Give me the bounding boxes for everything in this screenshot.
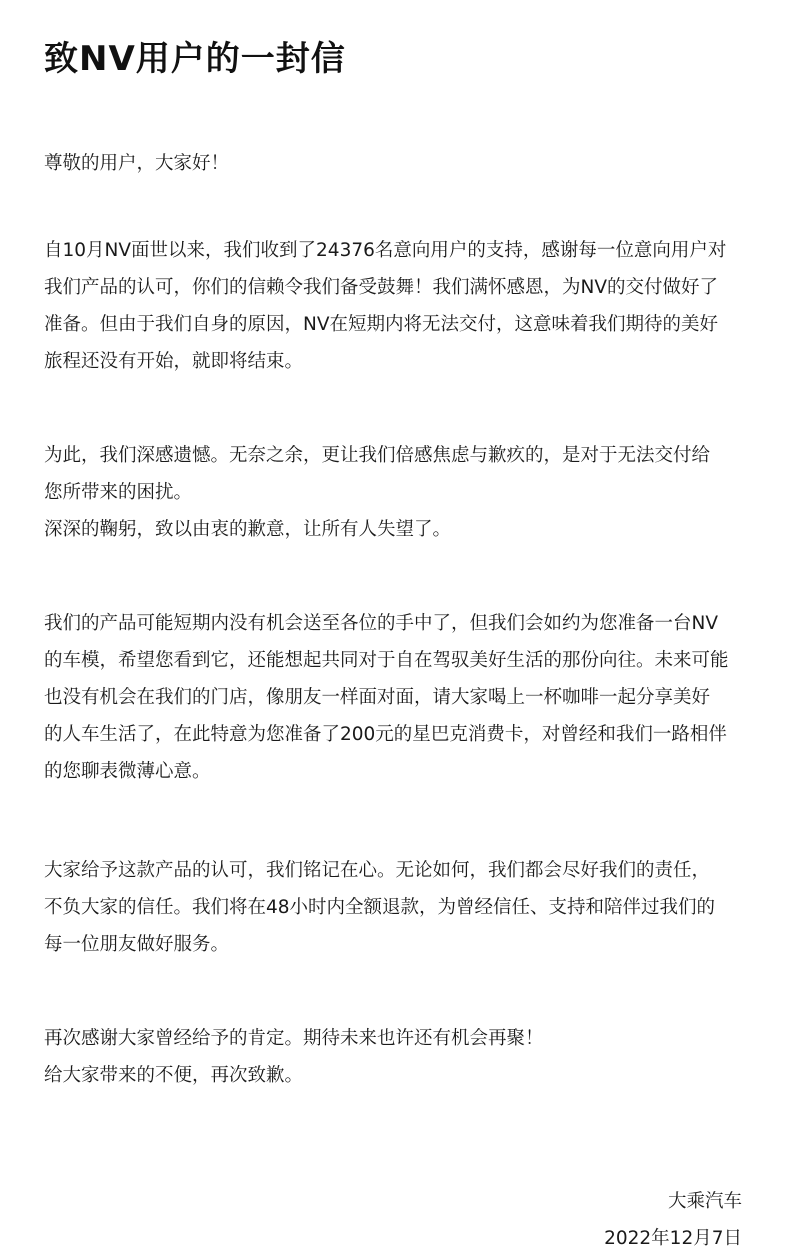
paragraph-3-line-5: 的您聊表微薄心意。 <box>44 761 211 782</box>
paragraph-2 <box>44 437 760 548</box>
letter-title: 致NV用户的一封信 <box>44 39 346 79</box>
paragraph-1-line-2: 我们产品的认可，你们的信赖令我们备受鼓舞！我们满怀感恩，为NV的交付做好了 <box>44 277 718 298</box>
paragraph-3-line-2: 的车模，希望您看到它，还能想起共同对于自在驾驭美好生活的那份向往。未来可能 <box>44 650 729 671</box>
paragraph-5-line-2: 给大家带来的不便，再次致歉。 <box>44 1065 304 1086</box>
greeting-line: 尊敬的用户，大家好！ <box>44 153 230 174</box>
greeting <box>44 145 760 182</box>
paragraph-4-line-1: 大家给予这款产品的认可，我们铭记在心。无论如何，我们都会尽好我们的责任， <box>44 860 711 881</box>
paragraph-1-line-1: 自10月NV面世以来，我们收到了24376名意向用户的支持，感谢每一位意向用户对 <box>44 240 727 261</box>
signature-block <box>604 1183 742 1257</box>
paragraph-3 <box>44 605 760 790</box>
signature-company: 大乘汽车 <box>667 1191 742 1212</box>
paragraph-4-line-2: 不负大家的信任。我们将在48小时内全额退款，为曾经信任、支持和陪伴过我们的 <box>44 897 716 918</box>
paragraph-1 <box>44 232 760 380</box>
paragraph-3-line-4: 的人车生活了，在此特意为您准备了200元的星巴克消费卡，对曾经和我们一路相伴 <box>44 724 727 745</box>
paragraph-2-line-3: 深深的鞠躬，致以由衷的歉意，让所有人失望了。 <box>44 519 452 540</box>
signature-date: 2022年12月7日 <box>604 1228 742 1249</box>
paragraph-4-line-3: 每一位朋友做好服务。 <box>44 934 230 955</box>
paragraph-1-line-4: 旅程还没有开始，就即将结束。 <box>44 351 304 372</box>
paragraph-3-line-3: 也没有机会在我们的门店，像朋友一样面对面，请大家喝上一杯咖啡一起分享美好 <box>44 687 711 708</box>
paragraph-2-line-2: 您所带来的困扰。 <box>44 482 193 503</box>
paragraph-2-line-1: 为此，我们深感遗憾。无奈之余，更让我们倍感焦虑与歉疚的，是对于无法交付给 <box>44 445 711 466</box>
paragraph-5 <box>44 1020 760 1094</box>
paragraph-4 <box>44 852 760 963</box>
paragraph-3-line-1: 我们的产品可能短期内没有机会送至各位的手中了，但我们会如约为您准备一台NV <box>44 613 718 634</box>
paragraph-1-line-3: 准备。但由于我们自身的原因，NV在短期内将无法交付，这意味着我们期待的美好 <box>44 314 718 335</box>
paragraph-5-line-1: 再次感谢大家曾经给予的肯定。期待未来也许还有机会再聚！ <box>44 1028 544 1049</box>
